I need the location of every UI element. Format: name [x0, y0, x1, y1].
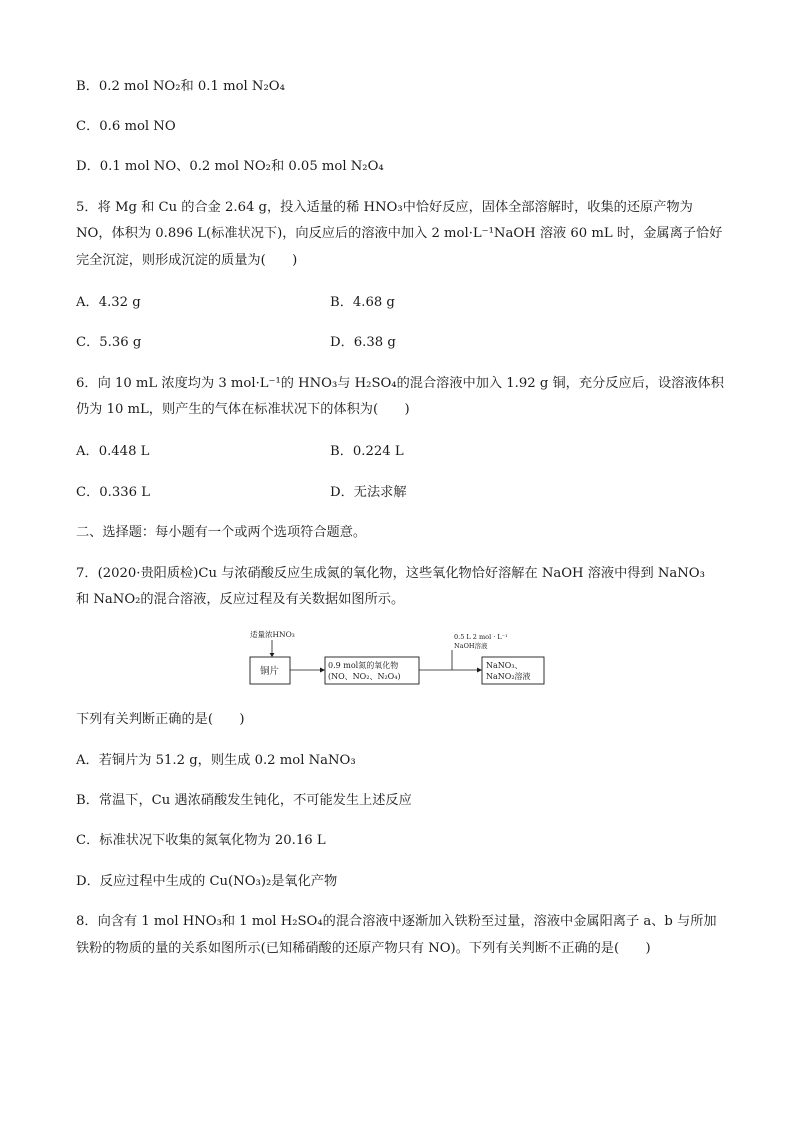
q7-option-d: D．反应过程中生成的 Cu(NO₃)₂是氧化产物: [76, 874, 338, 889]
nitrogen-oxide-line-1: 0.9 mol氮的氧化物: [328, 661, 399, 670]
q5-option-a: A．4.32 g: [76, 295, 141, 310]
product-line-2: NaNO₂溶液: [486, 672, 531, 681]
arrow-1-head: [320, 668, 325, 673]
q7-prompt: 下列有关判断正确的是( ): [76, 712, 245, 727]
copper-label: 铜片: [260, 666, 280, 677]
arrow-down-head: [270, 653, 275, 657]
q4-option-d: D．0.1 mol NO、0.2 mol NO₂和 0.05 mol N₂O₄: [76, 159, 384, 174]
q6-stem-line-1: 6．向 10 mL 浓度均为 3 mol·L⁻¹的 HNO₃与 H₂SO₄的混合溶液中加入 1.92 g 铜，充分反应后，设溶液体积: [76, 376, 724, 391]
q7-stem-line-2: 和 NaNO₂的混合溶液，反应过程及有关数据如图所示。: [76, 592, 405, 607]
q6-option-d: D．无法求解: [330, 485, 407, 500]
reagent-label-hno3: 适量浓HNO₃: [250, 630, 295, 639]
q5-stem-line-1: 5．将 Mg 和 Cu 的合金 2.64 g，投入适量的稀 HNO₃中恰好反应，固体全部溶解时，收集的还原产物为: [76, 200, 693, 215]
q7-stem-line-1: 7．(2020·贵阳质检)Cu 与浓硝酸反应生成氮的氧化物，这些氧化物恰好溶解在 NaOH 溶液中得到 NaNO₃: [76, 566, 705, 581]
q5-stem-line-2: NO，体积为 0.896 L(标准状况下)，向反应后的溶液中加入 2 mol·L⁻¹NaOH 溶液 60 mL 时，金属离子恰好: [76, 226, 723, 241]
product-line-1: NaNO₃、: [486, 661, 523, 670]
q5-option-c: C．5.36 g: [76, 335, 142, 350]
q6-option-c: C．0.336 L: [76, 485, 150, 500]
q5-option-d: D．6.38 g: [330, 335, 396, 350]
q5-stem-line-3: 完全沉淀，则形成沉淀的质量为( ): [76, 253, 298, 268]
q6-option-a: A．0.448 L: [76, 444, 150, 459]
arrow-2-head: [477, 668, 482, 673]
q7-option-c: C．标准状况下收集的氮氧化物为 20.16 L: [76, 833, 326, 848]
q6-stem-line-2: 仍为 10 mL，则产生的气体在标准状况下的体积为( ): [76, 402, 410, 417]
q7-option-b: B．常温下，Cu 遇浓硝酸发生钝化，不可能发生上述反应: [76, 793, 412, 808]
nitrogen-oxide-line-2: (NO、NO₂、N₂O₄): [328, 672, 401, 681]
q4-option-b: B．0.2 mol NO₂和 0.1 mol N₂O₄: [76, 79, 285, 94]
q7-option-a: A．若铜片为 51.2 g，则生成 0.2 mol NaNO₃: [76, 753, 356, 768]
reaction-flow-diagram: [247, 628, 547, 690]
naoh-reagent-line-1: 0.5 L 2 mol · L⁻¹: [454, 633, 508, 641]
q5-option-b: B．4.68 g: [330, 295, 395, 310]
q8-stem-line-2: 铁粉的物质的量的关系如图所示(已知稀硝酸的还原产物只有 NO)。下列有关判断不正确的是( ): [76, 941, 651, 956]
section-heading: 二、选择题：每小题有一个或两个选项符合题意。: [76, 525, 367, 540]
q6-option-b: B．0.224 L: [330, 444, 404, 459]
q8-stem-line-1: 8．向含有 1 mol HNO₃和 1 mol H₂SO₄的混合溶液中逐渐加入铁粉至过量，溶液中金属阳离子 a、b 与所加: [76, 914, 717, 929]
q4-option-c: C．0.6 mol NO: [76, 119, 176, 134]
naoh-reagent-line-2: NaOH溶液: [454, 642, 488, 650]
